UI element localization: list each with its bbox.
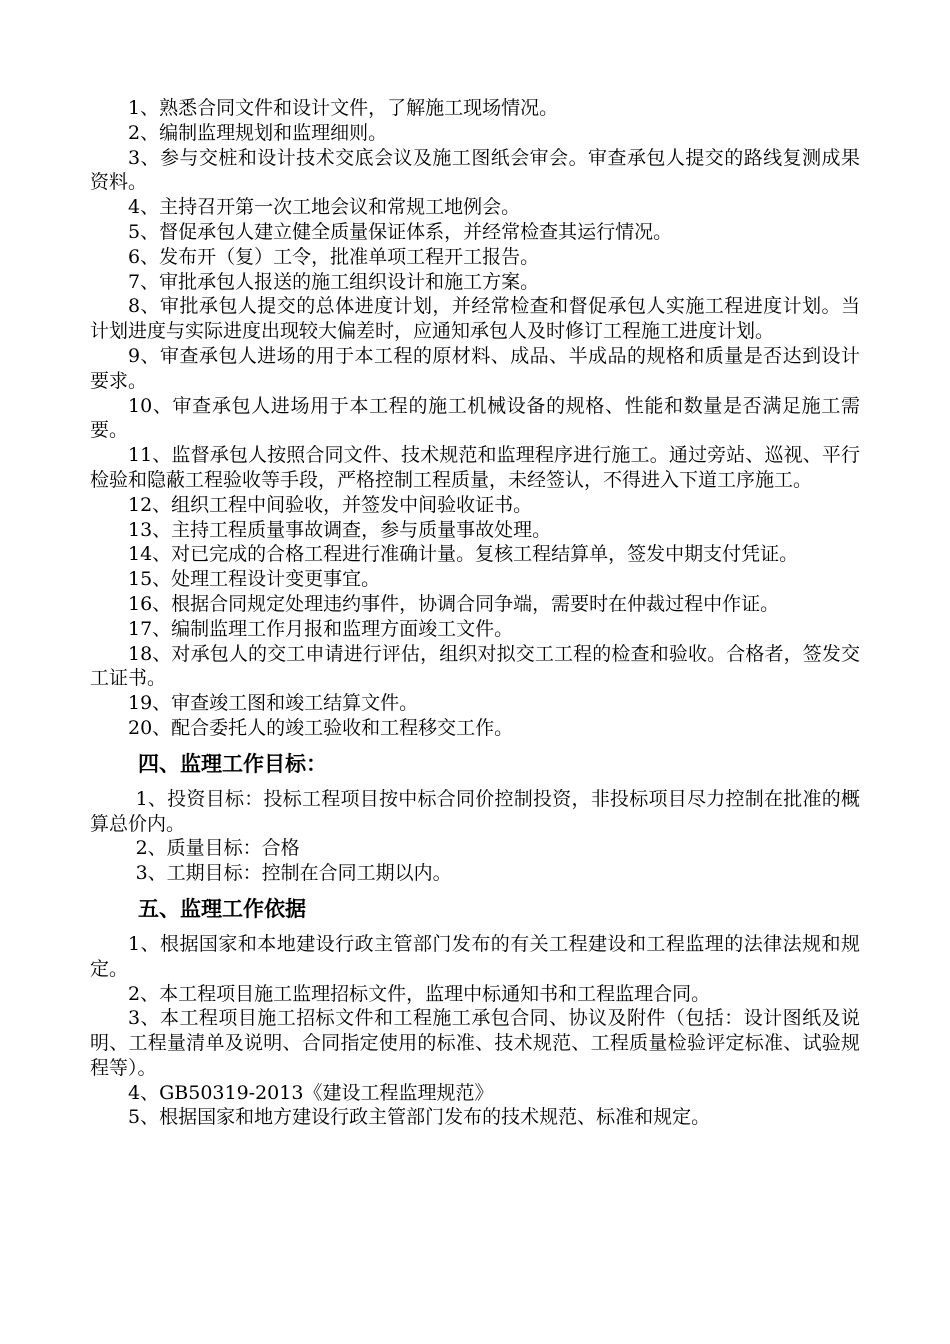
- basis-item: 3、本工程项目施工招标文件和工程施工承包合同、协议及附件（包括：设计图纸及说明、工程量清单及说明、合同指定使用的标准、技术规范、工程质量检验评定标准、试验规程等）。: [90, 1007, 860, 1079]
- duty-item: 5、督促承包人建立健全质量保证体系，并经常检查其运行情况。: [128, 220, 673, 243]
- duty-item: 18、对承包人的交工申请进行评估，组织对拟交工工程的检查和验收。合格者，签发交工证书。: [90, 642, 860, 690]
- duty-item: 12、组织工程中间验收，并签发中间验收证书。: [128, 493, 533, 516]
- duty-item: 3、参与交桩和设计技术交底会议及施工图纸会审会。审查承包人提交的路线复测成果资料。: [90, 146, 860, 194]
- duty-item: 9、审查承包人进场的用于本工程的原材料、成品、半成品的规格和质量是否达到设计要求。: [90, 344, 860, 392]
- basis-item: 2、本工程项目施工监理招标文件，监理中标通知书和工程监理合同。: [128, 982, 711, 1005]
- duty-item: 17、编制监理工作月报和监理方面竣工文件。: [128, 617, 514, 640]
- basis-item: 5、根据国家和地方建设行政主管部门发布的技术规范、标准和规定。: [128, 1106, 711, 1129]
- document-page: [90, 96, 860, 1130]
- duty-item: 19、审查竣工图和竣工结算文件。: [128, 692, 419, 715]
- basis-item: 1、根据国家和本地建设行政主管部门发布的有关工程建设和工程监理的法律法规和规定。: [90, 932, 860, 980]
- section-5-heading: 五、监理工作依据: [138, 896, 306, 921]
- duty-item: 1、熟悉合同文件和设计文件，了解施工现场情况。: [128, 97, 559, 119]
- duty-item: 2、编制监理规划和监理细则。: [128, 121, 388, 144]
- goal-item: 2、质量目标：合格: [135, 837, 300, 860]
- duty-item: 14、对已完成的合格工程进行准确计量。复核工程结算单，签发中期支付凭证。: [128, 543, 799, 566]
- section-4-heading: 四、监理工作目标：: [138, 751, 327, 776]
- goal-item: 3、工期目标：控制在合同工期以内。: [135, 862, 452, 885]
- duty-item: 4、主持召开第一次工地会议和常规工地例会。: [128, 196, 521, 219]
- duties-list: [90, 96, 860, 741]
- duty-item: 16、根据合同规定处理违约事件，协调合同争端，需要时在仲裁过程中作证。: [128, 592, 780, 615]
- duty-item: 20、配合委托人的竣工验收和工程移交工作。: [128, 716, 514, 739]
- duty-item: 11、监督承包人按照合同文件、技术规范和监理程序进行施工。通过旁站、巡视、平行检验和隐蔽工程验收等手段，严格控制工程质量，未经签认，不得进入下道工序施工。: [90, 444, 860, 491]
- duty-item: 8、审批承包人提交的总体进度计划，并经常检查和督促承包人实施工程进度计划。当计划进度与实际进度出现较大偏差时，应通知承包人及时修订工程施工进度计划。: [90, 295, 860, 343]
- basis-item: 4、GB50319-2013《建设工程监理规范》: [128, 1081, 494, 1104]
- duty-item: 10、审查承包人进场用于本工程的施工机械设备的规格、性能和数量是否满足施工需要。: [90, 394, 860, 442]
- section-5-basis: [90, 932, 860, 1130]
- duty-item: 15、处理工程设计变更事宜。: [128, 568, 381, 591]
- section-4-goals: [90, 787, 860, 886]
- duty-item: 7、审批承包人报送的施工组织设计和施工方案。: [128, 270, 540, 293]
- duty-item: 13、主持工程质量事故调查，参与质量事故处理。: [128, 518, 552, 541]
- goal-item: 1、投资目标：投标工程项目按中标合同价控制投资，非投标项目尽力控制在批准的概算总价内。: [90, 787, 860, 835]
- duty-item: 6、发布开（复）工令，批准单项工程开工报告。: [128, 245, 540, 268]
